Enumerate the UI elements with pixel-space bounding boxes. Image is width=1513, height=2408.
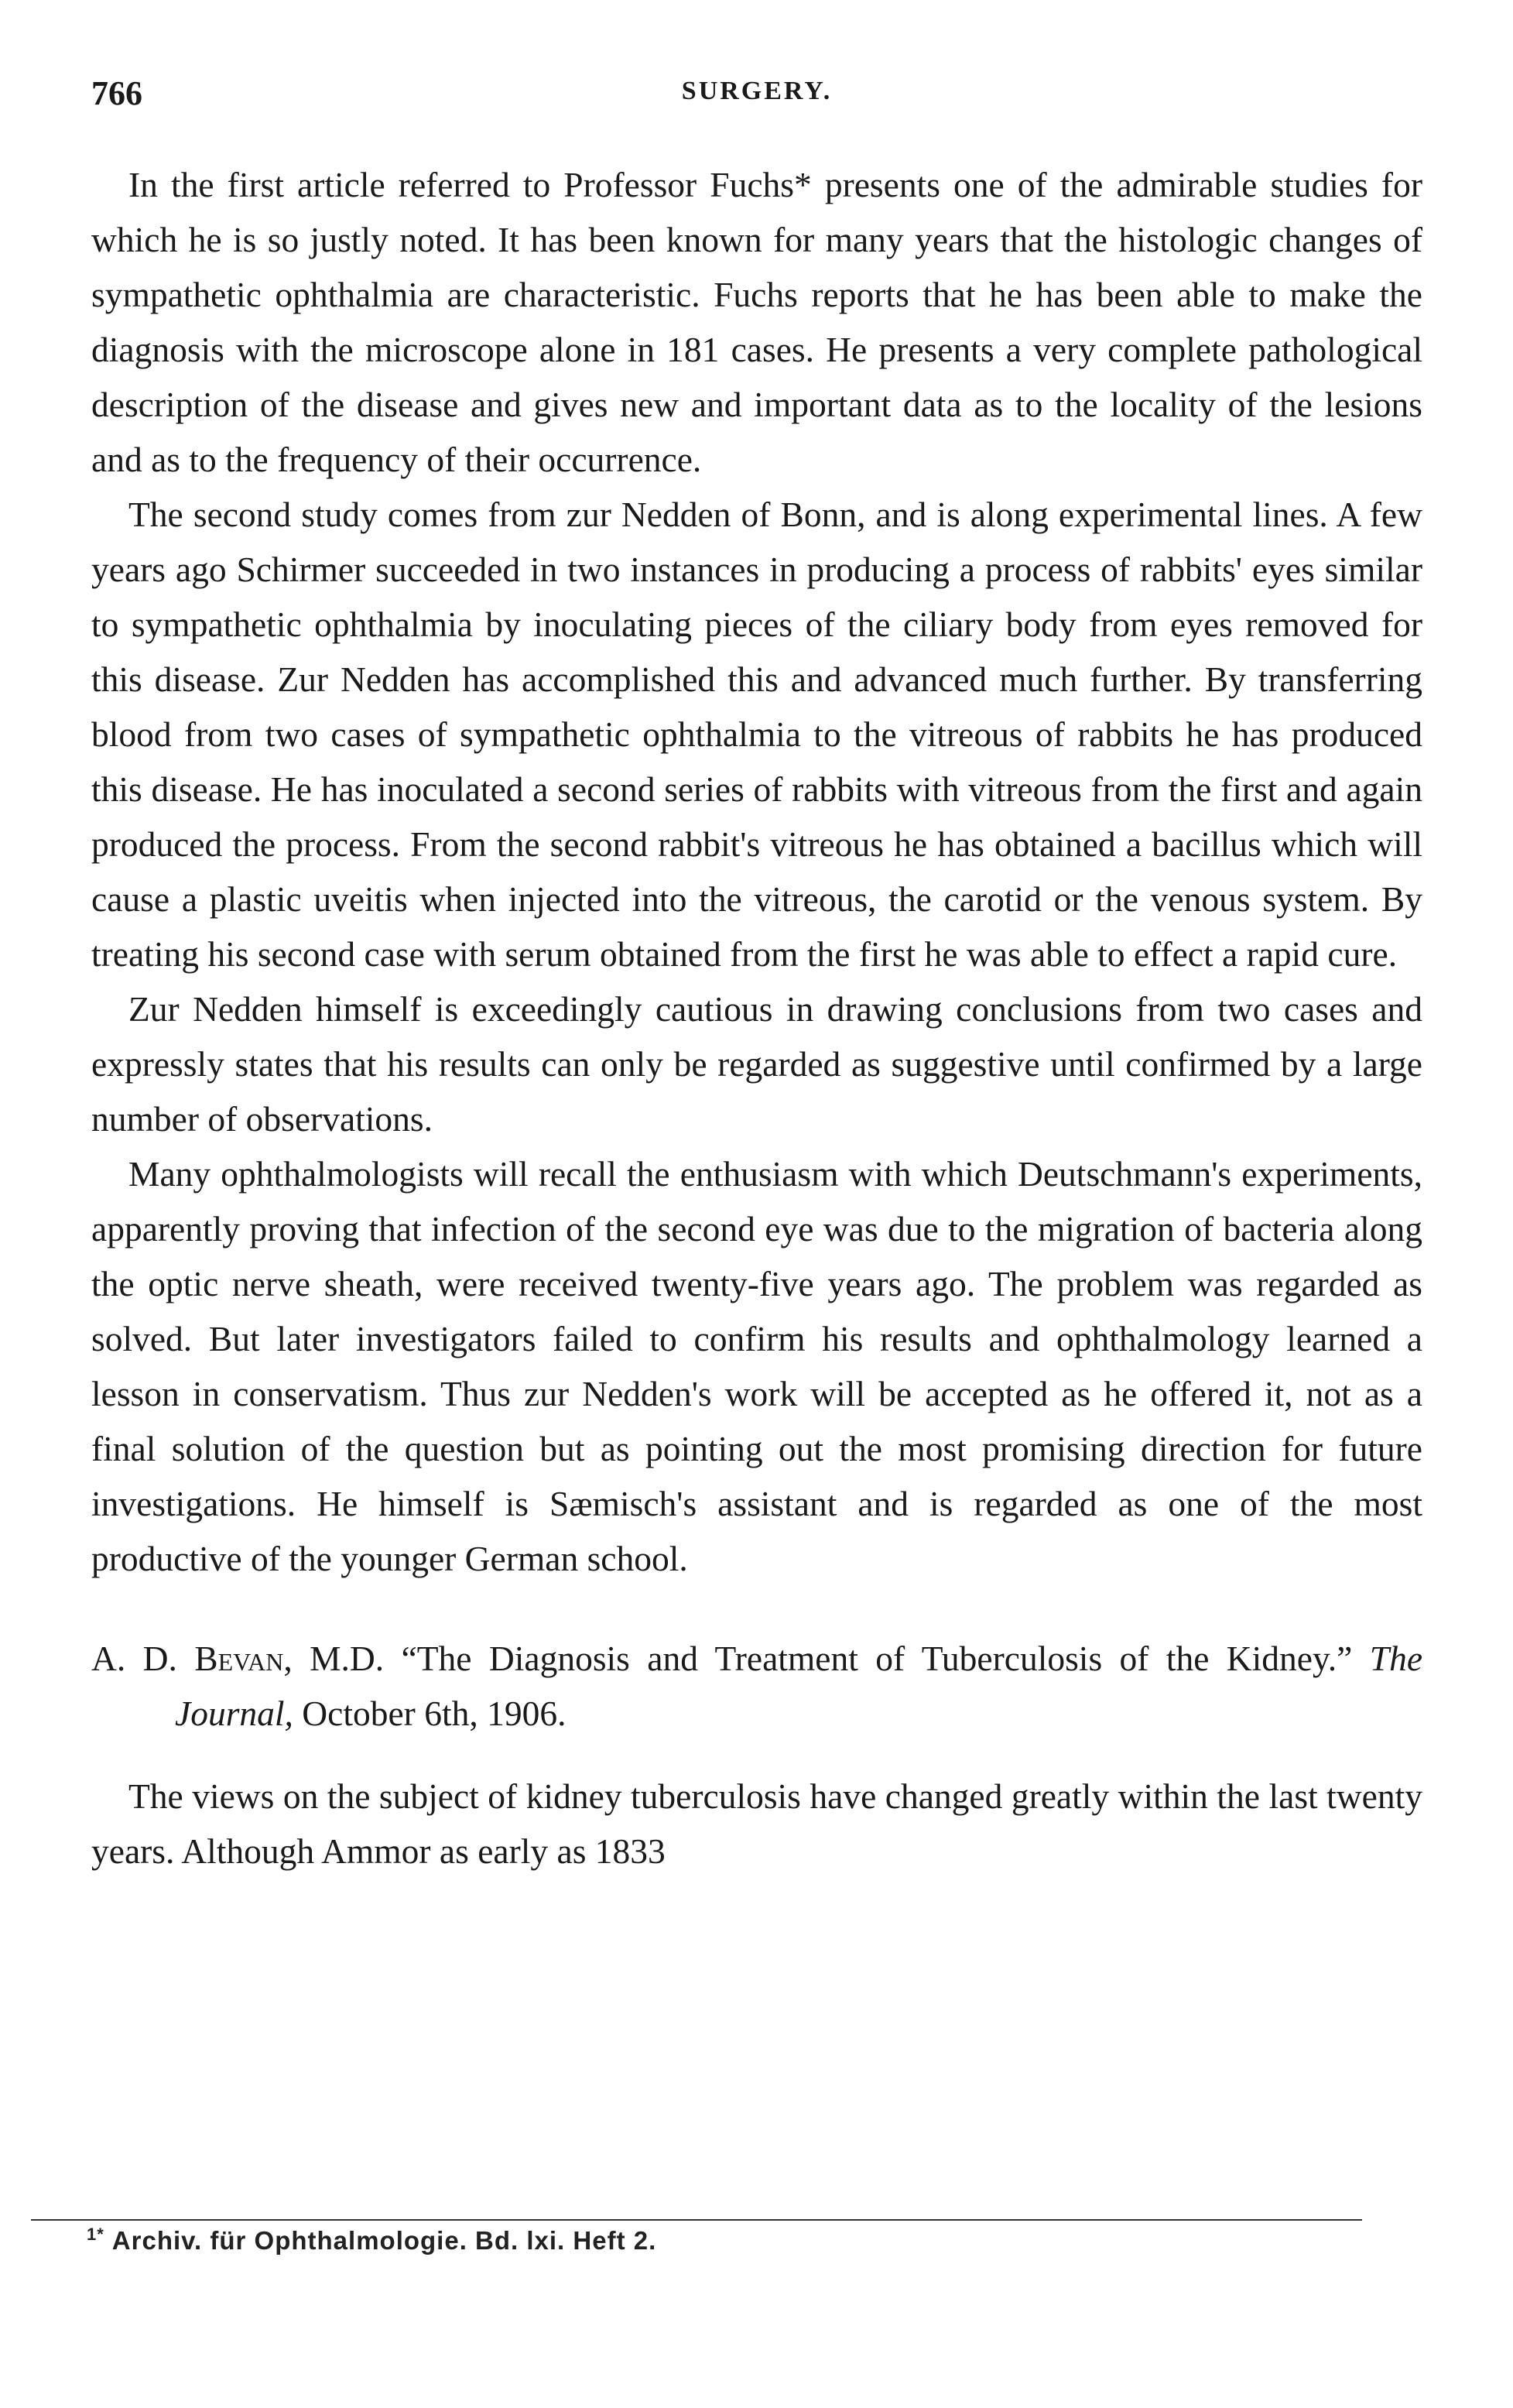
body-text — [91, 157, 1422, 1879]
citation-date: October 6th, 1906. — [302, 1694, 567, 1733]
citation-author: A. D. Bevan, M.D. — [91, 1639, 385, 1678]
citation-journal: The Journal, — [175, 1639, 1423, 1733]
citation-title: “The Diagnosis and Treatment of Tuberculosis of the Kidney.” — [401, 1639, 1353, 1678]
paragraph-fuchs: In the first article referred to Professor Fuchs* presents one of the admirable studies for which he is so justly noted. It has been known for many years that the histologic changes of sympathetic ophthalmia are characteristic. Fuchs reports that he has been able to make the diagnosis with the microscope alone in 181 cases. He presents a very complete pathological description of the disease and gives new and important data as to the locality of the lesions and as to the frequency of their occurrence. — [91, 165, 1422, 479]
paragraph-zur-nedden-study: The second study comes from zur Nedden of Bonn, and is along experimental lines. A few years ago Schirmer succeeded in two instances in producing a process of rabbits' eyes similar to sympathetic ophthalmia by inoculating pieces of the ciliary body from eyes removed for this disease. Zur Nedden has accomplished this and advanced much further. By transferring blood from two cases of sympathetic ophthalmia to the vitreous of rabbits he has produced this disease. He has inoculated a second series of rabbits with vitreous from the first and again produced the process. From the second rabbit's vitreous he has obtained a bacillus which will cause a plastic uveitis when injected into the vitreous, the carotid or the venous system. By treating his second case with serum obtained from the first he was able to effect a rapid cure. — [91, 495, 1422, 974]
footnote-divider — [31, 2219, 1362, 2221]
paragraph-kidney-tuberculosis: The views on the subject of kidney tuberculosis have changed greatly within the last twenty years. Although Ammor as early as 1833 — [91, 1776, 1422, 1871]
running-title: SURGERY. — [681, 77, 833, 105]
citation-entry — [91, 1631, 1422, 1741]
footnote — [87, 2225, 656, 2256]
footnote-text: Archiv. für Ophthalmologie. Bd. lxi. Heft 2. — [111, 2226, 657, 2255]
book-page — [91, 74, 1422, 2365]
footnote-marker: 1* — [87, 2225, 104, 2244]
paragraph-deutschmann: Many ophthalmologists will recall the enthusiasm with which Deutschmann's experiments, apparently proving that infection of the second eye was due to the migration of bacteria along the optic nerve sheath, were received twenty-five years ago. The problem was regarded as solved. But later investigators failed to confirm his results and ophthalmology learned a lesson in conservatism. Thus zur Nedden's work will be accepted as he offered it, not as a final solution of the question but as pointing out the most promising direction for future investigations. He himself is Sæmisch's assistant and is regarded as one of the most productive of the younger German school. — [91, 1154, 1422, 1578]
running-head — [91, 74, 1422, 135]
page-number: 766 — [91, 74, 142, 112]
paragraph-caution: Zur Nedden himself is exceedingly cautious in drawing conclusions from two cases and expressly states that his results can only be regarded as suggestive until confirmed by a large number of observations. — [91, 989, 1422, 1139]
